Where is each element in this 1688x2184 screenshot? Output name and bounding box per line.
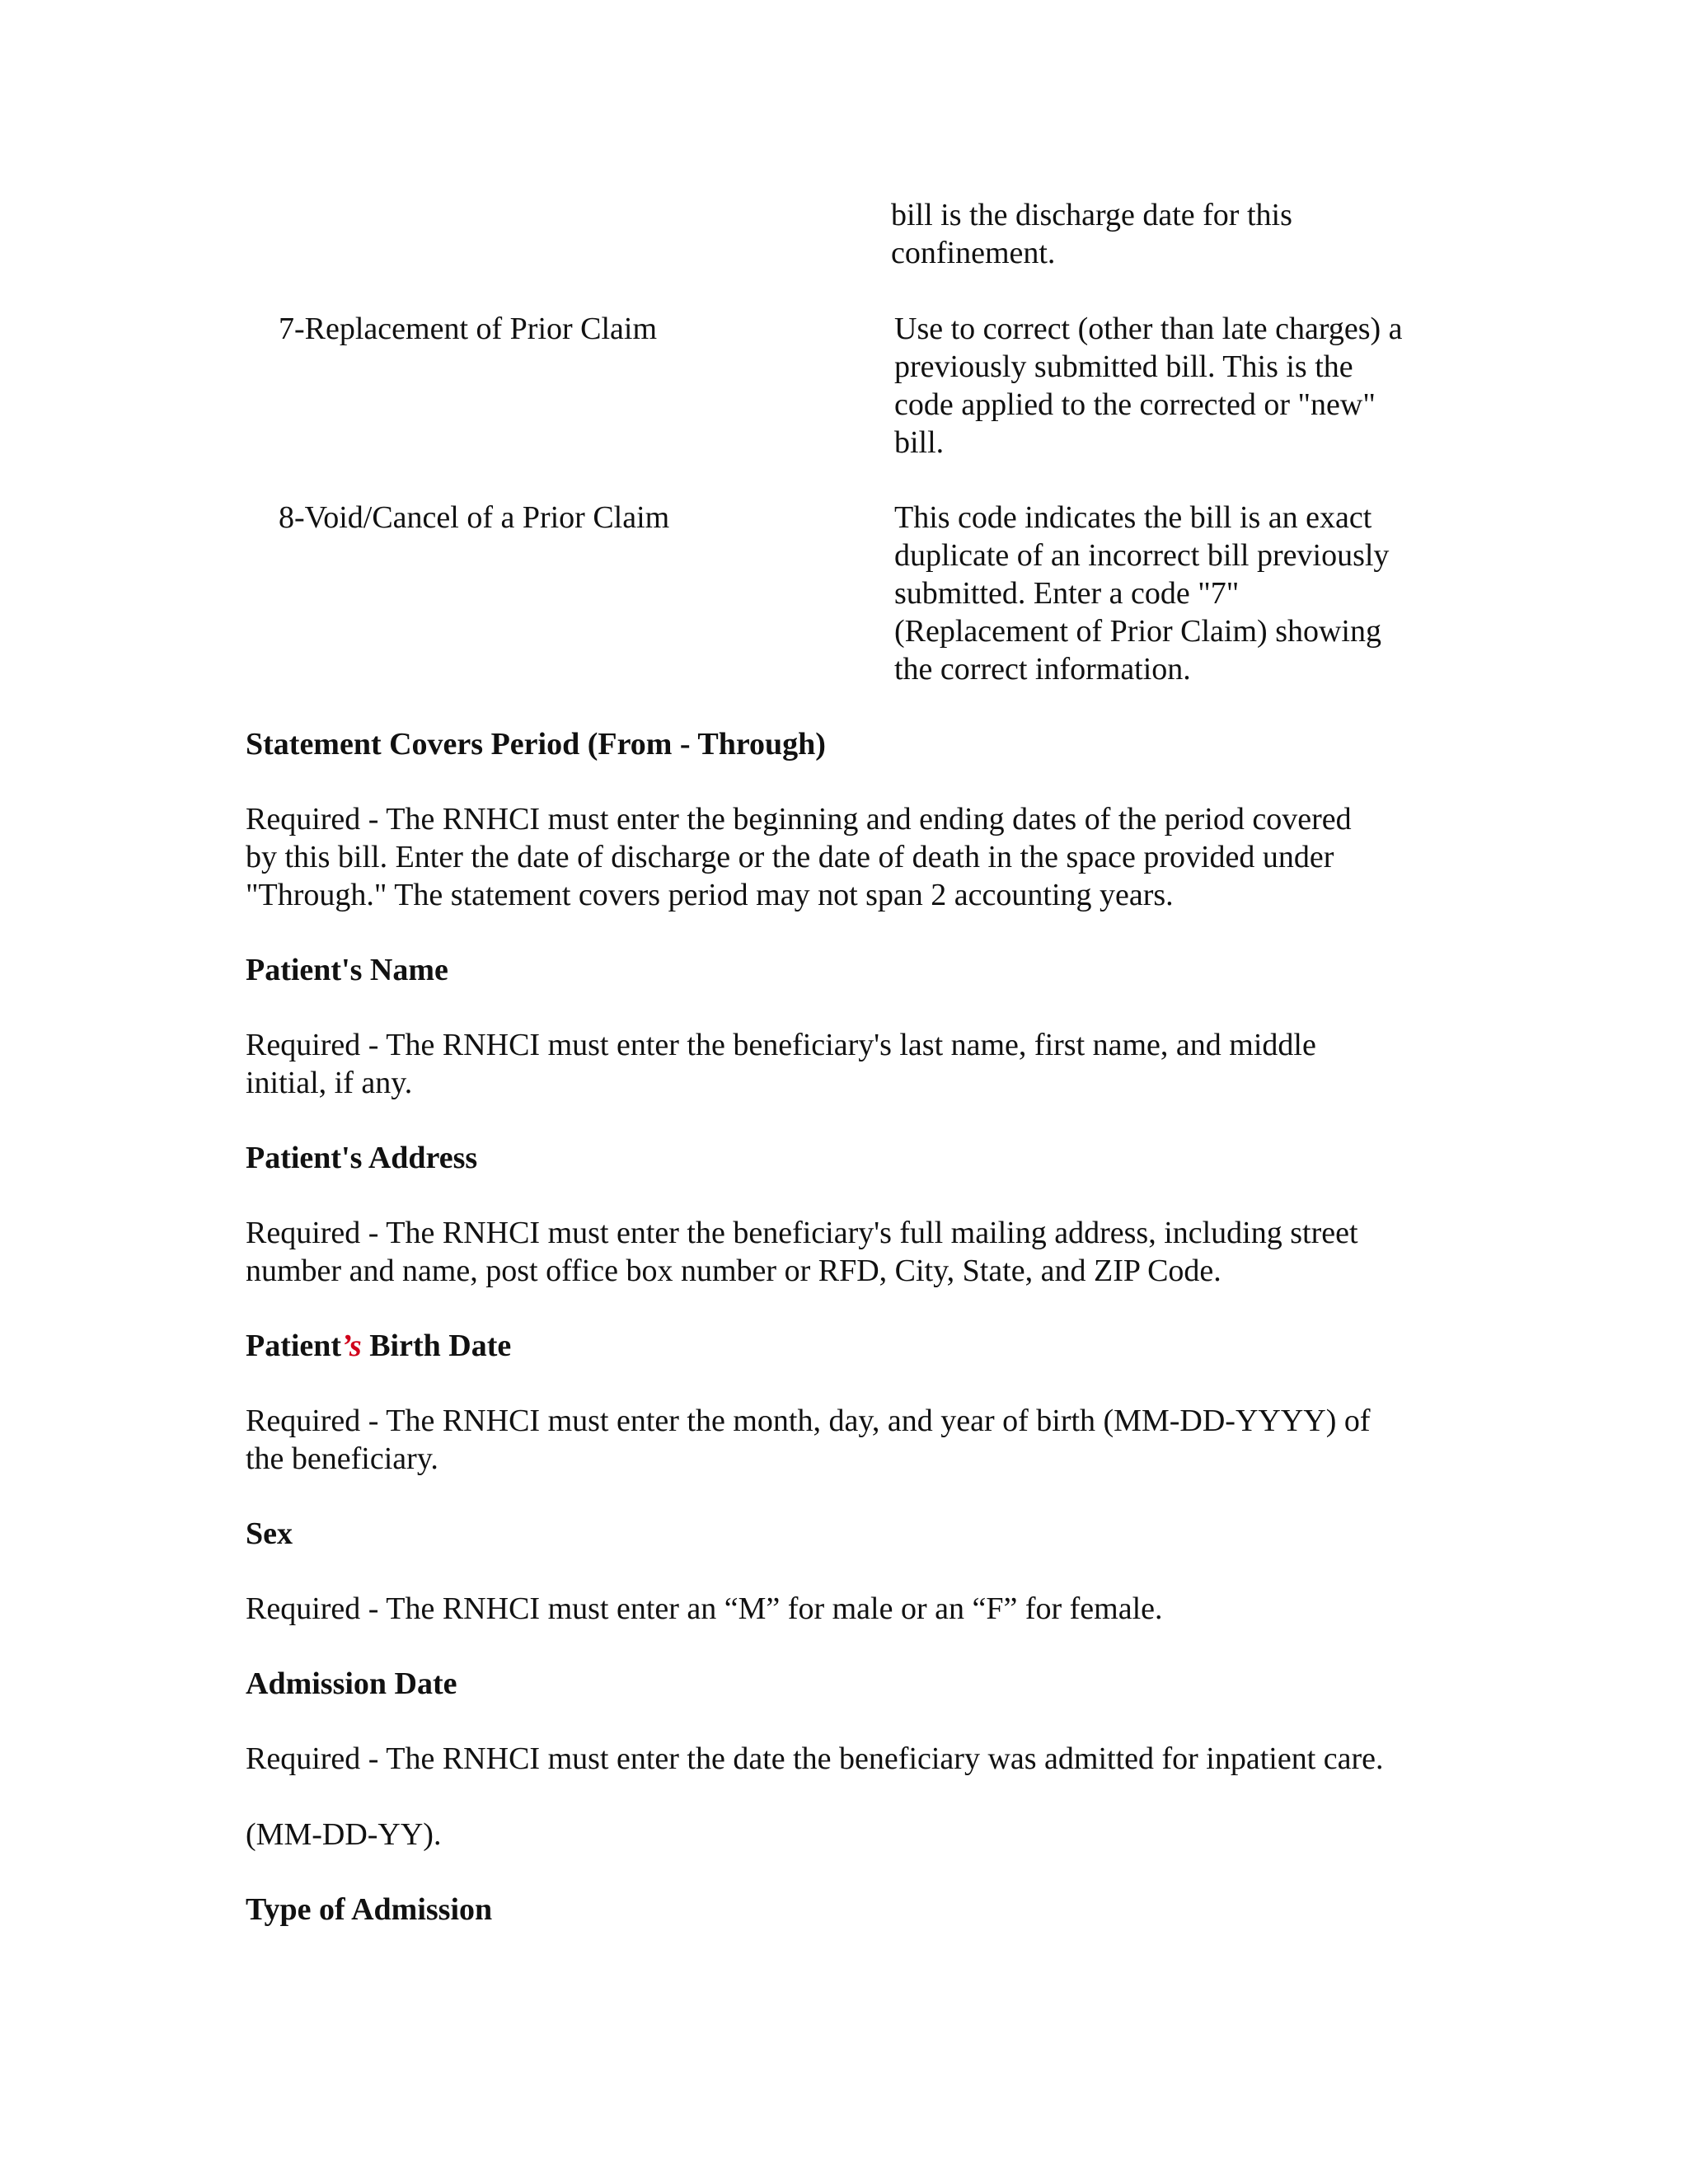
code-7-desc-line-2: previously submitted bill. This is the [894, 349, 1353, 384]
section-body-line: the beneficiary. [246, 1441, 438, 1476]
section-heading-admission-date: Admission Date [246, 1666, 457, 1701]
code-7-desc-line-1: Use to correct (other than late charges) a [894, 312, 1403, 346]
section-body-line: (MM-DD-YY). [246, 1817, 442, 1852]
continuation-line-2: confinement. [891, 236, 1056, 270]
continuation-line-1: bill is the discharge date for this [891, 198, 1292, 232]
section-heading-type-of-admission: Type of Admission [246, 1892, 493, 1927]
section-body-line: Required - The RNHCI must enter the beginning and ending dates of the period covered [246, 802, 1352, 837]
section-heading-patients-name: Patient's Name [246, 953, 448, 987]
section-body-line: Required - The RNHCI must enter an “M” for male or an “F” for female. [246, 1591, 1163, 1626]
heading-prefix: Patient [246, 1329, 342, 1363]
section-heading-statement-covers-period: Statement Covers Period (From - Through) [246, 727, 826, 762]
code-8-desc-line-4: (Replacement of Prior Claim) showing [894, 614, 1381, 649]
code-8-desc-line-2: duplicate of an incorrect bill previously [894, 538, 1390, 573]
heading-accent-possessive: ’s [341, 1329, 362, 1363]
code-7-desc-line-3: code applied to the corrected or "new" [894, 387, 1376, 422]
section-body-line: number and name, post office box number or RFD, City, State, and ZIP Code. [246, 1254, 1221, 1288]
code-8-desc-line-1: This code indicates the bill is an exact [894, 500, 1372, 535]
code-8-desc-line-5: the correct information. [894, 652, 1191, 687]
section-body-line: Required - The RNHCI must enter the beneficiary's last name, first name, and middle [246, 1028, 1316, 1062]
code-7-desc-line-4: bill. [894, 425, 945, 460]
section-body-line: "Through." The statement covers period may not span 2 accounting years. [246, 878, 1174, 912]
section-body-line: Required - The RNHCI must enter the beneficiary's full mailing address, including street [246, 1216, 1358, 1250]
section-body-line: initial, if any. [246, 1066, 413, 1100]
section-heading-patients-birth-date [246, 1327, 511, 1365]
code-8-desc-line-3: submitted. Enter a code "7" [894, 576, 1240, 611]
code-8-label: 8-Void/Cancel of a Prior Claim [279, 500, 670, 535]
section-heading-sex: Sex [246, 1516, 293, 1551]
section-body-line: Required - The RNHCI must enter the date the beneficiary was admitted for inpatient care. [246, 1741, 1384, 1776]
code-7-label: 7-Replacement of Prior Claim [279, 312, 658, 346]
section-body-line: by this bill. Enter the date of discharge or the date of death in the space provided under [246, 840, 1334, 874]
section-body-line: Required - The RNHCI must enter the month, day, and year of birth (MM-DD-YYYY) of [246, 1404, 1371, 1438]
section-heading-patients-address: Patient's Address [246, 1141, 478, 1175]
heading-suffix: Birth Date [361, 1329, 512, 1363]
